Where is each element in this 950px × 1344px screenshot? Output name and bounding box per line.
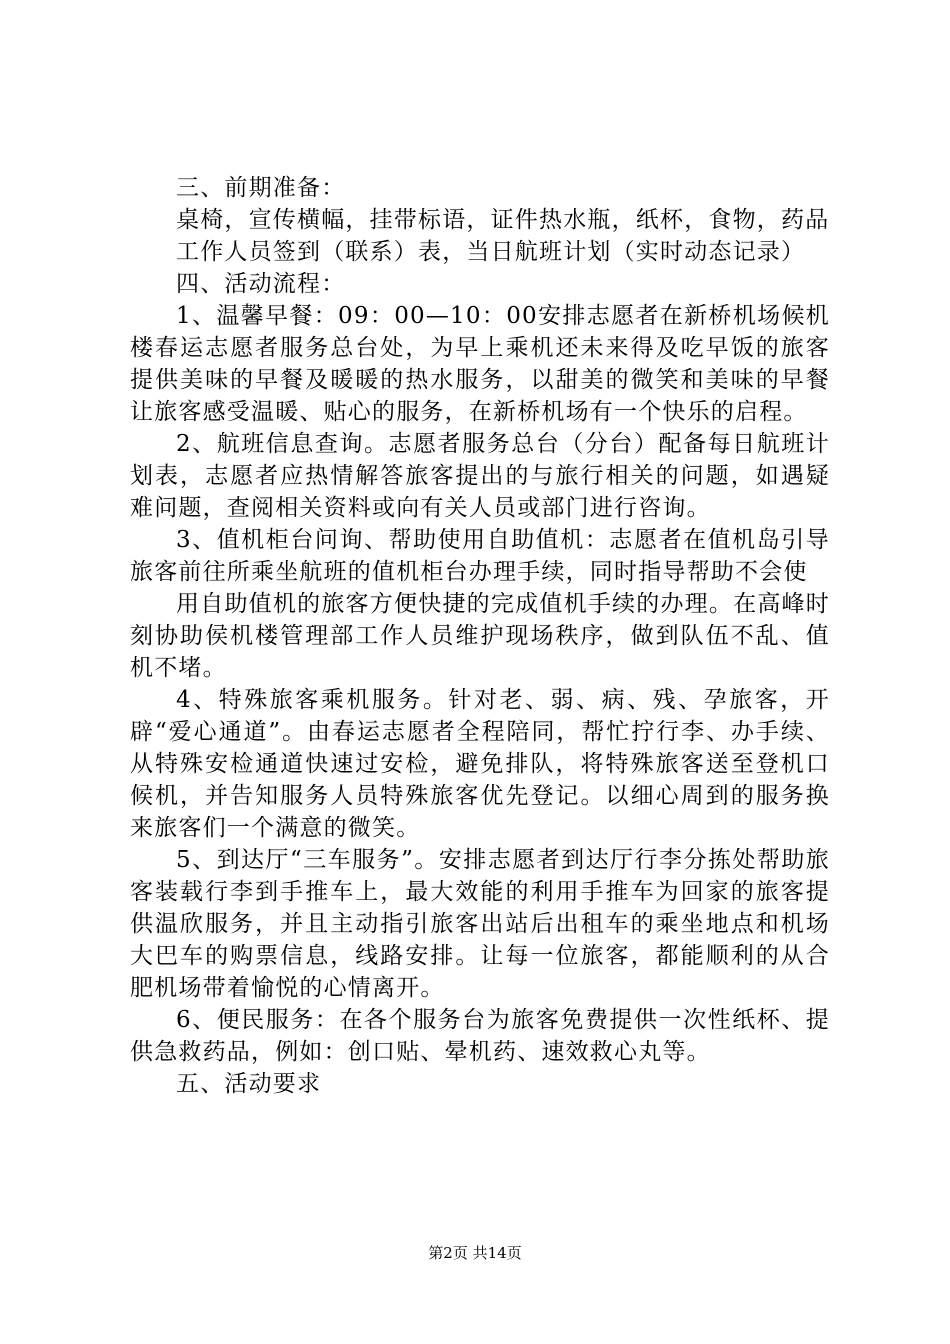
section-heading-process: 四、活动流程：: [176, 271, 346, 297]
section-heading-requirements: 五、活动要求: [176, 1071, 322, 1097]
paragraph-item-3: 3、值机柜台问询、帮助使用自助值机：志愿者在值机岛引导旅客前往所乘坐航班的值机柜台办理手续，同时指导帮助不会使: [130, 527, 830, 585]
paragraph-item-3-continued: 用自助值机的旅客方便快捷的完成值机手续的办理。在高峰时刻协助侯机楼管理部工作人员维护现场秩序，做到队伍不乱、值机不堵。: [130, 591, 830, 681]
paragraph-staff-signin: 工作人员签到（联系）表，当日航班计划（实时动态记录）: [176, 239, 806, 265]
paragraph-supplies: 桌椅，宣传横幅，挂带标语，证件热水瓶，纸杯，食物，药品: [176, 207, 830, 233]
paragraph-item-2: 2、航班信息查询。志愿者服务总台（分台）配备每日航班计划表，志愿者应热情解答旅客提出的与旅行相关的问题，如遇疑难问题，查阅相关资料或向有关人员或部门进行咨询。: [130, 431, 830, 521]
document-body: [130, 172, 830, 1100]
paragraph-item-5: 5、到达厅“三车服务”。安排志愿者到达厅行李分拣处帮助旅客装载行李到手推车上，最大效能的利用手推车为回家的旅客提供温欣服务，并且主动指引旅客出站后出租车的乘坐地点和机场大巴车的购票信息，线路安排。让每一位旅客，都能顺利的从合肥机场带着愉悦的心情离开。: [130, 847, 830, 1001]
paragraph-item-4: 4、特殊旅客乘机服务。针对老、弱、病、残、孕旅客，开辟“爱心通道”。由春运志愿者全程陪同，帮忙拧行李、办手续、从特殊安检通道快速过安检，避免排队，将特殊旅客送至登机口候机，并告知服务人员特殊旅客优先登记。以细心周到的服务换来旅客们一个满意的微笑。: [130, 687, 830, 841]
paragraph-item-6: 6、便民服务：在各个服务台为旅客免费提供一次性纸杯、提供急救药品，例如：创口贴、晕机药、速效救心丸等。: [130, 1007, 830, 1065]
section-heading-preparation: 三、前期准备：: [176, 175, 346, 201]
page-number-footer: 第2页 共14页: [428, 1244, 522, 1262]
paragraph-item-1: 1、温馨早餐：09：00—10：00安排志愿者在新桥机场候机楼春运志愿者服务总台处，为早上乘机还未来得及吃早饭的旅客提供美味的早餐及暖暖的热水服务，以甜美的微笑和美味的早餐让旅客感受温暖、贴心的服务，在新桥机场有一个快乐的启程。: [130, 303, 830, 425]
